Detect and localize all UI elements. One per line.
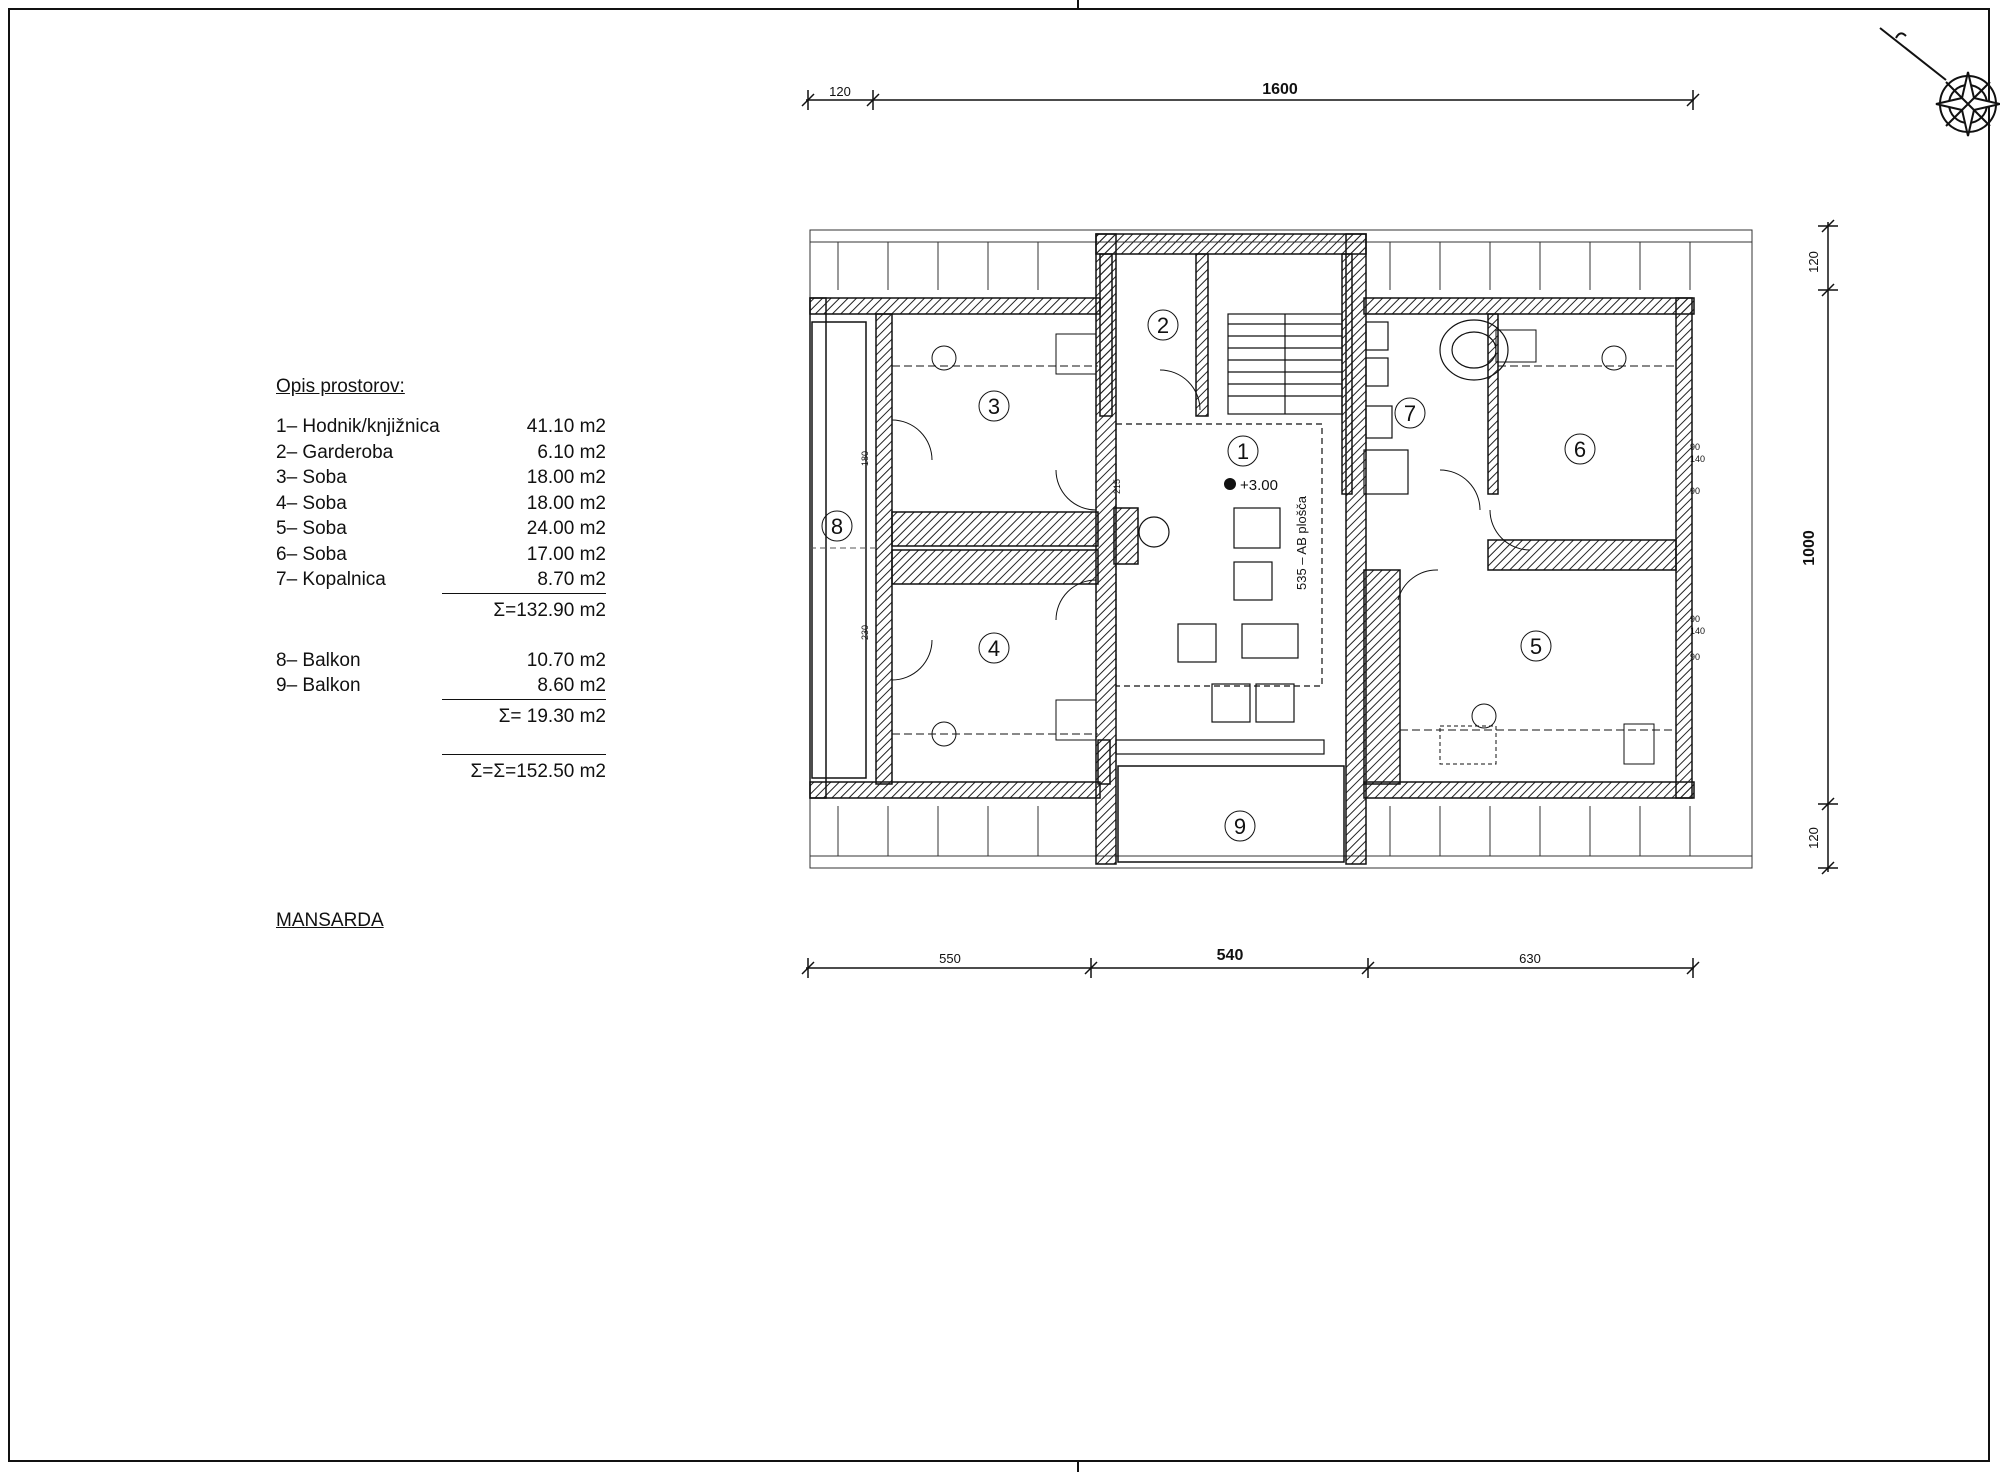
room-number: 1 bbox=[1236, 439, 1250, 464]
subtotal-balconies: Σ= 19.30 m2 bbox=[442, 699, 606, 734]
level-label: +3.00 bbox=[1240, 477, 1278, 494]
room-number: 6 bbox=[1573, 437, 1587, 462]
svg-text:90: 90 bbox=[1690, 442, 1701, 452]
dim-right-total: 1000 bbox=[1801, 530, 1818, 566]
right-dimension bbox=[1818, 220, 1838, 874]
svg-text:230: 230 bbox=[860, 624, 870, 640]
legend-row: 9– Balkon 8.60 m2 bbox=[276, 675, 606, 696]
dim-right-bottom: 120 bbox=[1806, 827, 1821, 849]
room-number: 3 bbox=[987, 394, 1001, 419]
svg-text:215: 215 bbox=[1112, 478, 1122, 494]
dim-top-total: 1600 bbox=[1262, 81, 1298, 98]
dim-bottom-2: 540 bbox=[1216, 947, 1244, 964]
room-number: 5 bbox=[1529, 634, 1543, 659]
room-number: 7 bbox=[1403, 401, 1417, 426]
svg-text:90: 90 bbox=[1690, 486, 1701, 496]
hall-furniture bbox=[1116, 424, 1324, 754]
legend-title: Opis prostorov: bbox=[276, 376, 405, 397]
level-marker-icon bbox=[1224, 478, 1236, 490]
svg-text:90: 90 bbox=[1690, 652, 1701, 662]
subtotal-rooms: Σ=132.90 m2 bbox=[442, 593, 606, 628]
slab-note: 535 – AB plošča bbox=[1294, 496, 1309, 590]
legend-row: 6– Soba 17.00 m2 bbox=[276, 543, 606, 565]
dim-top-left: 120 bbox=[829, 84, 851, 99]
legend-row: 4– Soba 18.00 m2 bbox=[276, 492, 606, 514]
interior-walls bbox=[892, 254, 1676, 784]
dim-right-top: 120 bbox=[1806, 251, 1821, 273]
room-number: 8 bbox=[830, 514, 844, 539]
svg-text:90: 90 bbox=[1690, 614, 1701, 624]
svg-text:140: 140 bbox=[1690, 626, 1706, 636]
floor-label: MANSARDA bbox=[276, 910, 384, 931]
dim-bottom-3: 630 bbox=[1519, 951, 1541, 966]
legend-row: 1– Hodnik/knjižnica 41.10 m2 bbox=[276, 416, 606, 437]
svg-text:140: 140 bbox=[1690, 454, 1706, 464]
legend-row: 5– Soba 24.00 m2 bbox=[276, 518, 606, 539]
compass-rose-icon bbox=[1880, 28, 2000, 136]
room-number: 2 bbox=[1156, 313, 1170, 338]
bottom-dimension bbox=[802, 958, 1699, 978]
bathroom-fixtures bbox=[1364, 320, 1508, 494]
grand-total: Σ=Σ=152.50 m2 bbox=[442, 754, 606, 789]
legend-row: 3– Soba 18.00 m2 bbox=[276, 467, 606, 488]
svg-text:180: 180 bbox=[860, 450, 870, 466]
legend-row: 7– Kopalnica 8.70 m2 bbox=[276, 569, 606, 590]
dim-bottom-1: 550 bbox=[939, 951, 961, 966]
legend-row: 8– Balkon 10.70 m2 bbox=[276, 649, 606, 671]
room-number: 9 bbox=[1233, 814, 1247, 839]
legend-row: 2– Garderoba 6.10 m2 bbox=[276, 441, 606, 463]
top-dimension bbox=[802, 90, 1699, 110]
staircase bbox=[1228, 314, 1342, 414]
room-number: 4 bbox=[987, 636, 1001, 661]
